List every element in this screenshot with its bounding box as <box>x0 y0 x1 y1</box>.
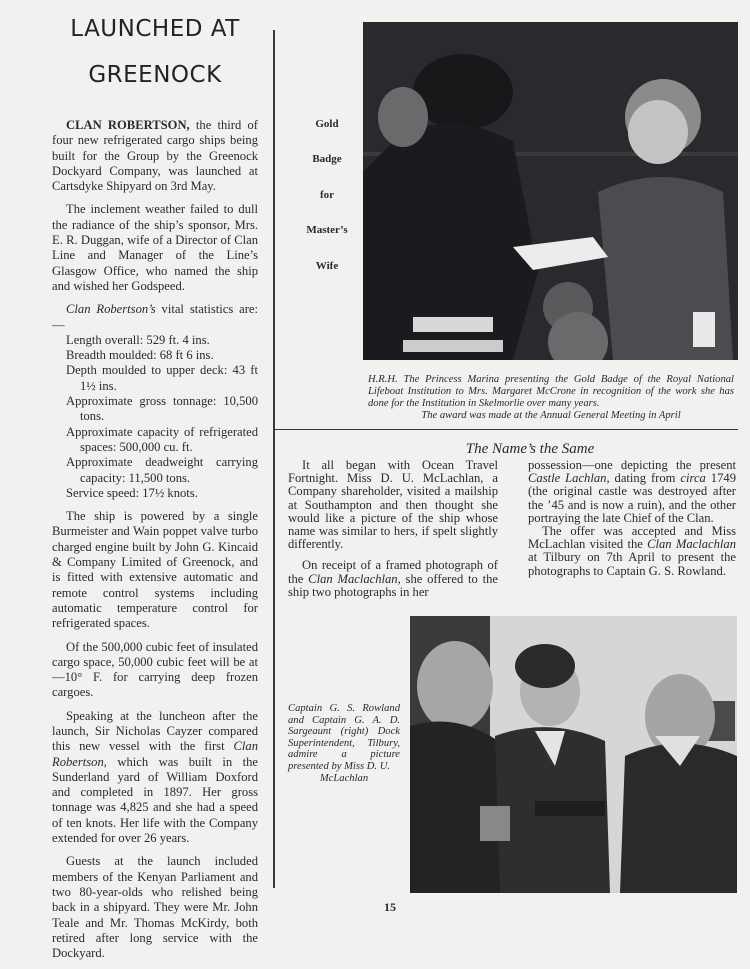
stat-item: Approximate gross tonnage: 10,500 tons. <box>66 394 258 424</box>
text: 1749 (the original castle was destroyed after the ’45 and is now a ruin), and the other portraying the late Chief of the Clan. <box>528 471 736 525</box>
stat-item: Approximate deadweight carrying capacity: 11,500 tons. <box>66 455 258 485</box>
caption-text: H.R.H. The Princess Marina presenting the Gold Badge of the Royal National Lifeboat Institution to Mrs. Margaret McCrone in recognition of the work she has done for the Institution in Skelmorlie over many years. <box>368 374 734 409</box>
section-heading: The Name’s the Same <box>465 441 595 457</box>
article-title-line2: GREENOCK <box>88 62 222 88</box>
paragraph <box>528 525 736 578</box>
side-heading-word: for <box>319 189 335 201</box>
text: On receipt of a framed photograph of the <box>288 558 498 586</box>
text: Speaking at the luncheon after the launch, Sir Nicholas Cayzer compared this new vessel with the first <box>52 708 258 754</box>
article-title-line1: LAUNCHED AT <box>70 16 240 42</box>
page-number: 15 <box>384 900 396 914</box>
paragraph: The ship is powered by a single Burmeister and Wain poppet valve turbo charged engine built by John G. Kincaid & Company Limited of Greenock, and is fitted with extensive automatic and remote control systems including automatic temperature control for refrigerated spaces. <box>52 509 258 631</box>
names-same-column-1 <box>288 459 498 607</box>
text: , which was built in the Sunderland yard of William Doxford and completed in 1897. Her gross tonnage was 4,825 and she had a speed of ten knots. Her life with the Company extended for over 26 years. <box>52 754 258 846</box>
names-same-column-2 <box>528 459 736 586</box>
stat-item: Length overall: 529 ft. 4 ins. <box>66 332 210 347</box>
ship-name: Clan Robertson <box>52 739 258 769</box>
castle-name: Castle Lachlan <box>528 471 607 486</box>
caption-text: McLachlan <box>319 772 369 784</box>
paragraph <box>528 459 736 525</box>
side-heading-word: Wife <box>315 260 339 272</box>
paragraph <box>52 302 258 333</box>
caption-text: The award was made at the Annual General Meeting in April <box>421 410 681 421</box>
photo-caption-captains <box>288 703 400 784</box>
text: at Tilbury on 7th April to present the photographs to Captain G. S. Rowland. <box>528 550 736 578</box>
stat-item: Service speed: 17½ knots. <box>66 485 198 500</box>
ship-name: Clan Robertson’s <box>66 302 156 317</box>
ship-name: Clan Maclachlan <box>308 571 398 586</box>
text-italic: circa <box>680 471 706 486</box>
paragraph <box>52 709 258 847</box>
paragraph: Of the 500,000 cubic feet of insulated cargo space, 50,000 cubic feet will be at —10° F. for carrying deep frozen cargoes. <box>52 639 258 700</box>
text: , she offered to the ship two photographs in her <box>288 571 498 599</box>
section-divider <box>275 429 738 430</box>
photo-illustration <box>410 616 737 893</box>
paragraph <box>288 559 498 599</box>
stat-item: Breadth moulded: 68 ft 6 ins. <box>66 348 214 363</box>
side-heading-word: Gold <box>315 118 339 130</box>
ship-name: Clan Maclachlan <box>647 537 736 552</box>
stat-item: Depth moulded to upper deck: 43 ft 1½ ins. <box>66 363 258 393</box>
text: the third of four new refrigerated cargo ships being built for the Group by the Greenock Dockyard Company, was launched at Cartsdyke Shipyard on 3rd May. <box>52 118 258 194</box>
photo-princess-marina-presentation <box>363 22 738 360</box>
ship-name-lead: CLAN ROBERTSON, <box>66 118 190 132</box>
paragraph: Guests at the launch included members of the Kenyan Parliament and two 80-year-olds who relished being back in a shipyard. They were Mr. John Teale and Mr. Thomas McKirdy, both retired after long service with the Dockyard. <box>52 854 258 961</box>
caption-text: Captain G. S. Rowland and Captain G. A. D. Sargeaunt (right) Dock Superintendent, Tilbury, admire a picture presented by Miss D. U. <box>288 703 400 772</box>
column-divider <box>273 30 275 888</box>
article-body <box>52 118 258 969</box>
stat-item: Approximate capacity of refrigerated spaces: 500,000 cu. ft. <box>66 424 258 454</box>
side-heading-word: Master’s <box>306 224 348 236</box>
photo-captains-with-miss-mclachlan <box>410 616 737 893</box>
text: , dating from <box>606 471 681 486</box>
paragraph <box>52 118 258 194</box>
paragraph: It all began with Ocean Travel Fortnight. Miss D. U. McLachlan, a Company shareholder, visited a mailship at Southampton and then thought she would like a picture of the ship whose name was similar to hers, if spelt slightly differently. <box>288 458 498 552</box>
text: vital statistics are:— <box>52 302 258 332</box>
paragraph: The inclement weather failed to dull the radiance of the ship’s sponsor, Mrs. E. R. Duggan, wife of a Director of Clan Line and Manager of the Line’s Glasgow Office, who named the ship and wished her Godspeed. <box>52 202 258 293</box>
text: possession—one depicting the present <box>528 458 736 472</box>
photo-illustration <box>363 22 738 360</box>
vital-statistics-list <box>52 333 258 501</box>
text: The offer was accepted and Miss McLachlan visited the <box>528 524 736 552</box>
photo-caption-gold-badge <box>368 374 734 422</box>
side-heading-word: Badge <box>312 153 342 165</box>
